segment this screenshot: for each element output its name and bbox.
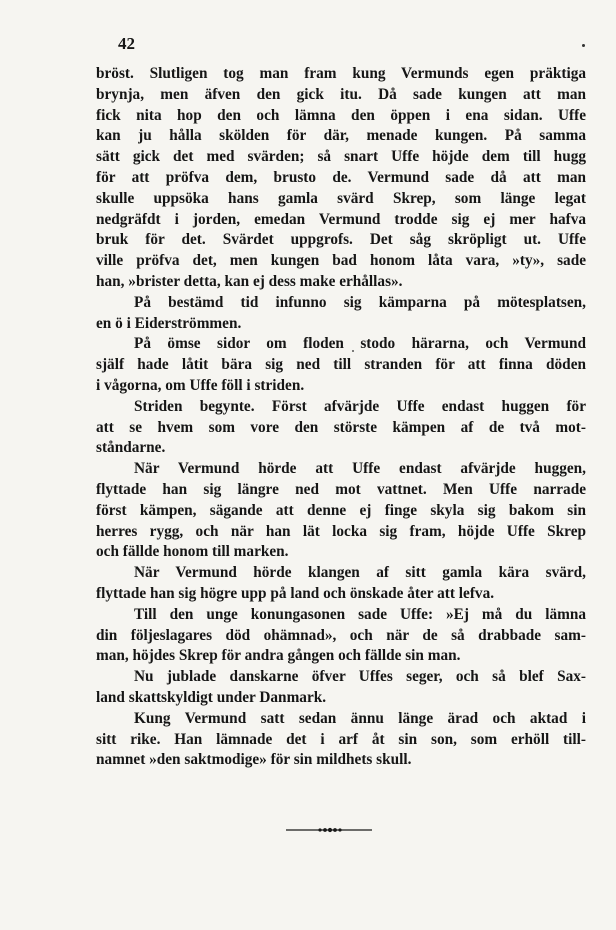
text-line: herres rygg, och när han lät locka sig fram, höjde Uffe Skrep: [96, 522, 586, 540]
text-line: bröst. Slutligen tog man fram kung Vermunds egen präktiga: [96, 65, 586, 82]
text-line: för att pröfva dem, brusto de. Vermund sade då att man: [96, 168, 586, 186]
text-line: bruk för det. Svärdet uppgrofs. Det såg skröpligt ut. Uffe: [96, 231, 586, 249]
body-text: [96, 64, 586, 771]
text-line: i vågorna, om Uffe föll i striden.: [96, 376, 305, 394]
text-line: Kung Vermund satt sedan ännu länge ärad och aktad i: [134, 709, 586, 727]
text-line: ville pröfva det, men kungen bad honom låta vara, »ty», sade: [96, 252, 586, 270]
text-line: Striden begynte. Först afvärjde Uffe endast huggen för: [134, 397, 586, 415]
text-line: han, »brister detta, kan ej dess make erhållas».: [96, 272, 403, 290]
paragraph: [96, 293, 586, 335]
text-line: fick nita hop den och lämna den öppen i ena sidan. Uffe: [96, 106, 586, 124]
text-line: din följeslagares död ohämnad», och när de så drabbade sam-: [96, 626, 586, 644]
text-line: en ö i Eiderströmmen.: [96, 314, 242, 332]
page-number: 42: [118, 34, 135, 53]
text-line: först kämpen, sägande att denne ej finge skyla sig bakom sin: [96, 501, 586, 519]
text-line: På bestämd tid infunno sig kämparna på mötesplatsen,: [134, 293, 586, 311]
text-line: sitt rike. Han lämnade det i arf åt sin son, som erhöll till-: [96, 730, 586, 748]
text-line: När Vermund hörde att Uffe endast afvärjde huggen,: [134, 460, 586, 478]
text-line: man, höjdes Skrep för andra gången och fällde sin man.: [96, 647, 461, 665]
text-line: ståndarne.: [96, 439, 166, 457]
paragraph: [96, 64, 586, 293]
paragraph: [96, 563, 586, 605]
closing-ornament: [286, 827, 372, 833]
paragraph: [96, 605, 586, 667]
text-line: kan ju hålla skölden för där, menade kungen. På samma: [96, 127, 586, 145]
paragraph: [96, 667, 586, 709]
text-line: att se hvem som vore den störste kämpen af de två mot-: [96, 418, 586, 436]
paragraph: [96, 709, 586, 771]
text-line: Nu jublade danskarne öfver Uffes seger, och så blef Sax-: [134, 668, 586, 686]
text-line: När Vermund hörde klangen af sitt gamla kära svärd,: [134, 564, 586, 582]
print-speck: [582, 44, 585, 47]
text-line: själf hade låtit bära sig ned till stranden för att finna döden: [96, 356, 586, 374]
text-line: flyttade han sig högre upp på land och önskade åter att lefva.: [96, 584, 495, 602]
text-line: På ömse sidor om floden stodo härarna, och Vermund: [134, 335, 586, 353]
paragraph: [96, 397, 586, 459]
text-line: flyttade han sig längre ned mot vattnet. Men Uffe narrade: [96, 480, 586, 498]
text-line: brynja, men äfven den gick itu. Då sade kungen att man: [96, 85, 586, 103]
text-line: sätt gick det med svärden; så snart Uffe höjde dem till hugg: [96, 148, 586, 166]
paragraph: [96, 459, 586, 563]
text-line: Till den unge konungasonen sade Uffe: »Ej må du lämna: [134, 605, 586, 623]
paragraph: [96, 334, 586, 396]
text-line: nedgräfdt i jorden, emedan Vermund trodde sig ej mer hafva: [96, 210, 586, 228]
text-line: skulle uppsöka hans gamla svärd Skrep, som länge legat: [96, 189, 586, 207]
text-line: namnet »den saktmodige» för sin mildhets skull.: [96, 751, 412, 769]
text-line: och fällde honom till marken.: [96, 543, 289, 561]
text-line: land skattskyldigt under Danmark.: [96, 688, 327, 706]
